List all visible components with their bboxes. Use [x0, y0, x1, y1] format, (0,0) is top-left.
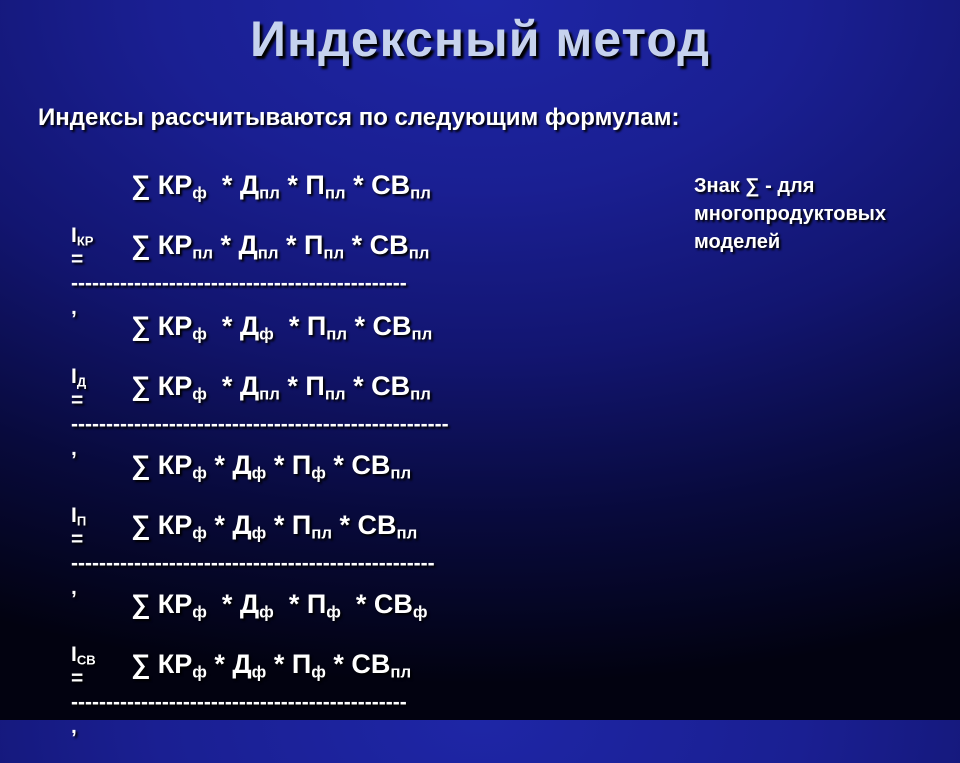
formula-term: * Д	[206, 450, 252, 480]
equals-sign: =	[71, 667, 84, 690]
formula-term: * СВ	[346, 311, 412, 341]
formula-term-subscript: пл	[324, 183, 346, 203]
fraction-tail: ,	[71, 437, 77, 460]
index-symbol-subscript: СВ	[76, 652, 96, 668]
formula-term-subscript: пл	[410, 384, 431, 404]
index-symbol-subscript: КР	[76, 233, 94, 249]
formula-term: ∑ КР	[131, 589, 193, 619]
formula-term: * Д	[206, 371, 260, 401]
formula-term: * СВ	[345, 371, 411, 401]
formula-numerator	[131, 589, 428, 620]
formula-term: ∑ КР	[131, 230, 193, 260]
formula-numerator	[131, 450, 411, 481]
formula-term: * П	[279, 371, 325, 401]
formula-denominator	[131, 510, 417, 541]
formula-i-d	[0, 311, 640, 460]
formula-term-subscript: ф	[251, 662, 267, 682]
formula-i-sv	[0, 589, 640, 738]
formula-term-subscript: ф	[311, 463, 326, 483]
formula-term: ∑ КР	[131, 649, 193, 679]
fraction-tail: ,	[71, 715, 77, 738]
formula-term-subscript: ф	[192, 183, 207, 203]
formula-term-subscript: ф	[192, 463, 207, 483]
fraction-dashes: ------------------------------------------------	[71, 272, 407, 295]
formula-term: * П	[266, 649, 312, 679]
formula-term: * Д	[206, 649, 252, 679]
formula-term: * СВ	[340, 589, 413, 619]
formula-denominator	[131, 230, 429, 261]
index-symbol: I	[71, 504, 77, 527]
formula-denominator	[131, 371, 431, 402]
formula-term-subscript: ф	[192, 523, 207, 543]
fraction-tail: ,	[71, 296, 77, 319]
index-symbol: I	[71, 643, 77, 666]
formula-term: * П	[266, 450, 312, 480]
equals-sign: =	[71, 528, 84, 551]
index-symbol: I	[71, 365, 77, 388]
formula-term-subscript: ф	[192, 602, 207, 622]
formula-term: * Д	[206, 589, 260, 619]
formula-term-subscript: ф	[251, 463, 267, 483]
formula-term: ∑ КР	[131, 371, 193, 401]
sigma-note: Знак ∑ - для многопродуктовых моделей	[694, 175, 886, 253]
formula-term-subscript: пл	[408, 243, 430, 263]
formula-term: * СВ	[345, 170, 411, 200]
formula-numerator	[131, 170, 431, 201]
formula-term: * СВ	[344, 230, 409, 260]
formula-term-subscript: ф	[326, 602, 341, 622]
formula-term: * П	[266, 510, 312, 540]
formula-term: * П	[278, 230, 324, 260]
formula-term: ∑ КР	[131, 311, 193, 341]
formula-term: * СВ	[325, 450, 391, 480]
formula-term-subscript: пл	[410, 183, 431, 203]
fraction-dashes: ----------------------------------------------------	[71, 552, 435, 575]
formula-term-subscript: пл	[192, 243, 213, 263]
index-symbol-subscript: Д	[76, 374, 87, 390]
formula-term: * П	[273, 589, 327, 619]
formula-numerator	[131, 311, 432, 342]
formula-i-p	[0, 450, 640, 599]
formula-term: ∑ КР	[131, 450, 193, 480]
formula-term: ∑ КР	[131, 510, 193, 540]
formula-term-subscript: ф	[251, 523, 267, 543]
slide-title: Индексный метод	[250, 11, 710, 67]
formula-term-subscript: пл	[390, 463, 412, 483]
formula-term: * СВ	[331, 510, 397, 540]
formula-term-subscript: ф	[259, 602, 274, 622]
formula-term: * Д	[213, 230, 258, 260]
formula-term: * Д	[206, 170, 260, 200]
formula-term-subscript: пл	[259, 183, 280, 203]
fraction-tail: ,	[71, 576, 77, 599]
index-symbol: I	[71, 224, 77, 247]
formula-term-subscript: пл	[323, 243, 345, 263]
formula-term-subscript: ф	[311, 662, 326, 682]
formula-term-subscript: ф	[192, 384, 207, 404]
formula-i-kr	[0, 170, 640, 319]
equals-sign: =	[71, 248, 84, 271]
formula-term-subscript: ф	[192, 662, 207, 682]
formula-denominator	[131, 649, 411, 680]
fraction-dashes: ------------------------------------------------	[71, 691, 407, 714]
formula-term: * Д	[206, 311, 260, 341]
formula-term-subscript: ф	[192, 324, 207, 344]
formula-term: * Д	[206, 510, 252, 540]
equals-sign: =	[71, 389, 84, 412]
formula-fraction-line	[36, 619, 407, 763]
formula-term-subscript: ф	[259, 324, 274, 344]
formula-term-subscript: пл	[259, 384, 280, 404]
formula-term: ∑ КР	[131, 170, 193, 200]
formula-term-subscript: пл	[411, 324, 433, 344]
formula-term-subscript: пл	[324, 384, 346, 404]
formula-term-subscript: пл	[390, 662, 412, 682]
fraction-dashes: ------------------------------------------------------	[71, 413, 449, 436]
formula-term: * П	[279, 170, 325, 200]
formula-term-subscript: пл	[311, 523, 332, 543]
formula-term-subscript: пл	[257, 243, 279, 263]
formula-term: * СВ	[325, 649, 391, 679]
formula-term-subscript: пл	[396, 523, 418, 543]
formula-term-subscript: пл	[326, 324, 347, 344]
formula-term-subscript: ф	[412, 602, 428, 622]
formula-term: * П	[273, 311, 327, 341]
index-symbol-subscript: П	[76, 513, 87, 529]
slide-subtitle: Индексы рассчитываются по следующим формулам:	[38, 104, 680, 131]
